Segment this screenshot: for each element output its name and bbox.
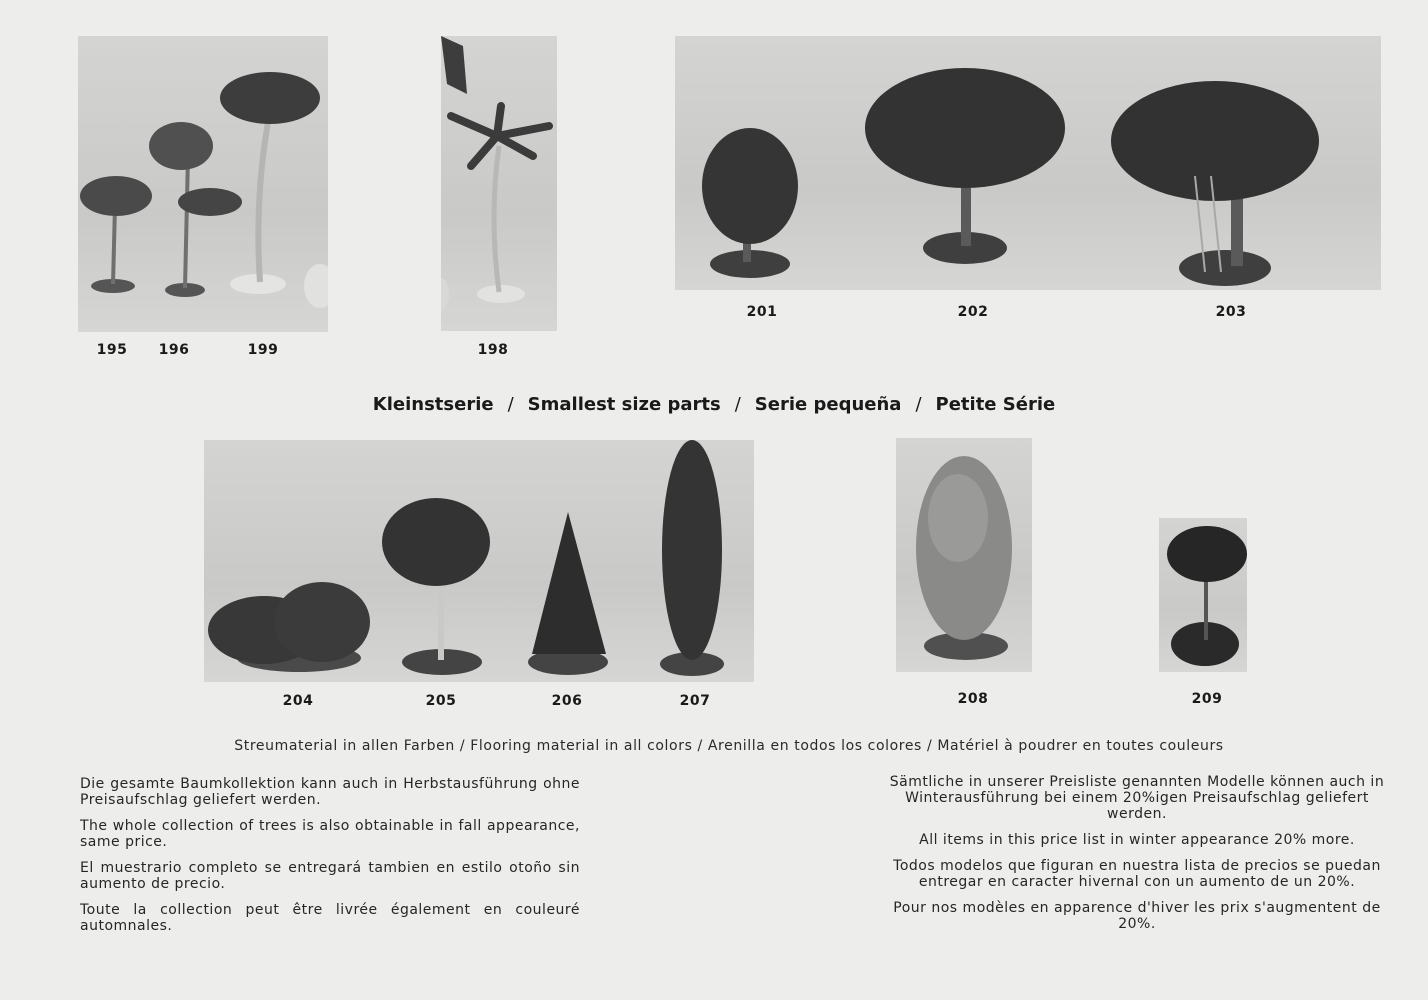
item-number: 198 xyxy=(477,342,509,358)
photo-tree-209 xyxy=(1159,518,1247,672)
item-number: 203 xyxy=(1215,304,1247,320)
photo-trees-201-202-203 xyxy=(675,36,1381,290)
item-number: 209 xyxy=(1191,691,1223,707)
small-trees-illustration xyxy=(204,440,754,682)
photo-trees-204-207 xyxy=(204,440,754,682)
photo-trees-195-196-199 xyxy=(78,36,328,332)
tree-illustration xyxy=(78,36,328,332)
note-spanish: El muestrario completo se entregará tambien en estilo otoño sin aumento de precio. xyxy=(80,860,580,892)
series-heading xyxy=(0,394,1428,415)
note-french: Toute la collection peut être livrée également en couleuré automnales. xyxy=(80,902,580,934)
item-number: 199 xyxy=(247,342,279,358)
item-number: 206 xyxy=(551,693,583,709)
heading-separator: / xyxy=(915,394,922,415)
photo-tree-198 xyxy=(441,36,557,331)
winter-notes xyxy=(886,774,1388,942)
note-english: All items in this price list in winter appearance 20% more. xyxy=(919,832,1355,848)
item-number: 204 xyxy=(282,693,314,709)
item-number: 196 xyxy=(158,342,190,358)
heading-separator: / xyxy=(734,394,741,415)
heading-spanish: Serie pequeña xyxy=(754,394,902,415)
item-number: 208 xyxy=(957,691,989,707)
item-number: 205 xyxy=(425,693,457,709)
item-number: 207 xyxy=(679,693,711,709)
note-german: Die gesamte Baumkollektion kann auch in Herbstausführung ohne Preisaufschlag geliefert werden. xyxy=(80,776,580,808)
dark-tree-illustration xyxy=(1159,518,1247,672)
note-english: The whole collection of trees is also obtainable in fall appearance, same price. xyxy=(80,818,580,850)
note-german: Sämtliche in unserer Preisliste genannten Modelle können auch in Winterausführung bei einem 20%igen Preisaufschlag geliefert werden. xyxy=(889,774,1385,822)
note-french: Pour nos modèles en apparence d'hiver les prix s'augmentent de 20%. xyxy=(893,900,1381,932)
lichen-tree-illustration xyxy=(896,438,1032,672)
item-number: 195 xyxy=(96,342,128,358)
autumn-notes xyxy=(80,776,580,944)
fruit-trees-illustration xyxy=(675,36,1381,290)
photo-tree-208 xyxy=(896,438,1032,672)
item-number: 202 xyxy=(957,304,989,320)
item-number: 201 xyxy=(746,304,778,320)
note-spanish: Todos modelos que figuran en nuestra lista de precios se puedan entregar en caracter hivernal con un aumento de un 20%. xyxy=(893,858,1381,890)
heading-french: Petite Série xyxy=(935,394,1056,415)
heading-german: Kleinstserie xyxy=(372,394,494,415)
flooring-material-line: Streumaterial in allen Farben / Flooring material in all colors / Arenilla en todos los colores / Matériel à poudrer en toutes couleurs xyxy=(234,738,1224,754)
heading-separator: / xyxy=(507,394,514,415)
heading-english: Smallest size parts xyxy=(527,394,721,415)
palm-illustration xyxy=(441,36,557,331)
